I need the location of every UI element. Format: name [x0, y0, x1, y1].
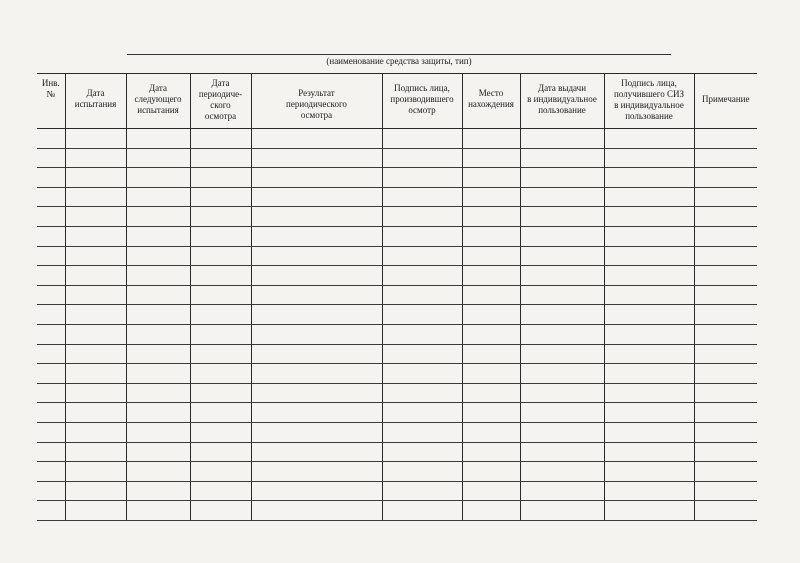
table-cell[interactable] [604, 305, 694, 325]
table-cell[interactable] [37, 324, 65, 344]
table-cell[interactable] [694, 285, 757, 305]
table-cell[interactable] [65, 305, 126, 325]
table-cell[interactable] [126, 403, 190, 423]
table-cell[interactable] [126, 266, 190, 286]
table-cell[interactable] [694, 187, 757, 207]
table-row [37, 442, 757, 462]
table-cell[interactable] [520, 305, 604, 325]
table-cell[interactable] [382, 207, 462, 227]
table-cell[interactable] [694, 324, 757, 344]
inspection-register-table [37, 73, 757, 521]
table-cell[interactable] [604, 266, 694, 286]
col-test-date: Дата испытания [65, 74, 126, 129]
table-cell[interactable] [382, 481, 462, 501]
table-cell[interactable] [37, 501, 65, 521]
table-cell[interactable] [462, 383, 520, 403]
table-cell[interactable] [190, 305, 251, 325]
table-cell[interactable] [190, 187, 251, 207]
table-row [37, 364, 757, 384]
table-row [37, 403, 757, 423]
table-cell[interactable] [382, 383, 462, 403]
table-cell[interactable] [462, 226, 520, 246]
table-cell[interactable] [65, 403, 126, 423]
table-cell[interactable] [520, 442, 604, 462]
table-cell[interactable] [251, 501, 382, 521]
table-cell[interactable] [604, 501, 694, 521]
table-cell[interactable] [462, 481, 520, 501]
table-cell[interactable] [604, 462, 694, 482]
table-cell[interactable] [604, 168, 694, 188]
table-cell[interactable] [65, 285, 126, 305]
table-cell[interactable] [251, 266, 382, 286]
table-cell[interactable] [520, 148, 604, 168]
table-cell[interactable] [694, 246, 757, 266]
table-cell[interactable] [65, 187, 126, 207]
table-cell[interactable] [251, 226, 382, 246]
table-cell[interactable] [604, 187, 694, 207]
table-row [37, 501, 757, 521]
table-cell[interactable] [251, 344, 382, 364]
table-cell[interactable] [37, 187, 65, 207]
table-cell[interactable] [37, 207, 65, 227]
table-row [37, 422, 757, 442]
col-periodic-inspection-date: Дата периодиче- ского осмотра [190, 74, 251, 129]
table-row [37, 129, 757, 149]
table-cell[interactable] [462, 344, 520, 364]
table-cell[interactable] [37, 148, 65, 168]
table-cell[interactable] [126, 187, 190, 207]
equipment-name-caption: (наименование средства защиты, тип) [326, 56, 472, 66]
col-inventory-number: Инв. № [37, 74, 65, 129]
table-cell[interactable] [190, 246, 251, 266]
table-cell[interactable] [694, 442, 757, 462]
table-cell[interactable] [126, 324, 190, 344]
table-cell[interactable] [65, 129, 126, 149]
table-cell[interactable] [462, 422, 520, 442]
table-cell[interactable] [382, 129, 462, 149]
table-row [37, 285, 757, 305]
table-cell[interactable] [604, 285, 694, 305]
header-row [37, 74, 757, 129]
table-cell[interactable] [382, 246, 462, 266]
table-cell[interactable] [126, 246, 190, 266]
table-cell[interactable] [126, 462, 190, 482]
table-cell[interactable] [190, 207, 251, 227]
table-cell[interactable] [694, 383, 757, 403]
table-cell[interactable] [190, 442, 251, 462]
table-cell[interactable] [126, 168, 190, 188]
table-cell[interactable] [382, 148, 462, 168]
table-cell[interactable] [251, 324, 382, 344]
table-row [37, 246, 757, 266]
table-row [37, 305, 757, 325]
table-cell[interactable] [190, 285, 251, 305]
table-cell[interactable] [126, 481, 190, 501]
table-cell[interactable] [382, 364, 462, 384]
table-cell[interactable] [251, 364, 382, 384]
table-cell[interactable] [520, 226, 604, 246]
table-cell[interactable] [604, 148, 694, 168]
table-cell[interactable] [37, 285, 65, 305]
table-cell[interactable] [604, 324, 694, 344]
table-cell[interactable] [37, 403, 65, 423]
table-cell[interactable] [604, 129, 694, 149]
table-cell[interactable] [37, 344, 65, 364]
equipment-name-line [127, 54, 671, 55]
table-cell[interactable] [126, 344, 190, 364]
table-cell[interactable] [65, 442, 126, 462]
table-cell[interactable] [694, 344, 757, 364]
table-cell[interactable] [37, 364, 65, 384]
table-row [37, 168, 757, 188]
table-cell[interactable] [251, 207, 382, 227]
table-cell[interactable] [694, 305, 757, 325]
table-cell[interactable] [520, 207, 604, 227]
register-body [37, 129, 757, 521]
table-cell[interactable] [604, 481, 694, 501]
col-inspector-signature: Подпись лица, производившего осмотр [382, 74, 462, 129]
table-cell[interactable] [520, 285, 604, 305]
table-cell[interactable] [37, 266, 65, 286]
table-cell[interactable] [520, 481, 604, 501]
table-cell[interactable] [520, 462, 604, 482]
table-cell[interactable] [604, 226, 694, 246]
table-cell[interactable] [604, 364, 694, 384]
table-cell[interactable] [251, 129, 382, 149]
col-location: Место нахождения [462, 74, 520, 129]
table-cell[interactable] [37, 226, 65, 246]
table-cell[interactable] [251, 305, 382, 325]
table-cell[interactable] [462, 324, 520, 344]
table-cell[interactable] [604, 344, 694, 364]
table-cell[interactable] [190, 383, 251, 403]
table-cell[interactable] [37, 129, 65, 149]
table-cell[interactable] [126, 442, 190, 462]
table-cell[interactable] [251, 383, 382, 403]
table-cell[interactable] [126, 305, 190, 325]
table-cell[interactable] [694, 481, 757, 501]
table-cell[interactable] [190, 344, 251, 364]
table-row [37, 481, 757, 501]
table-cell[interactable] [37, 383, 65, 403]
table-cell[interactable] [382, 187, 462, 207]
table-cell[interactable] [520, 129, 604, 149]
table-cell[interactable] [382, 422, 462, 442]
table-cell[interactable] [126, 148, 190, 168]
table-cell[interactable] [694, 364, 757, 384]
table-cell[interactable] [37, 481, 65, 501]
table-row [37, 462, 757, 482]
col-recipient-signature: Подпись лица, получившего СИЗ в индивидуальное пользование [604, 74, 694, 129]
table-cell[interactable] [190, 226, 251, 246]
table-cell[interactable] [604, 207, 694, 227]
table-cell[interactable] [251, 168, 382, 188]
table-row [37, 266, 757, 286]
table-cell[interactable] [126, 422, 190, 442]
table-cell[interactable] [37, 246, 65, 266]
table-cell[interactable] [37, 462, 65, 482]
table-cell[interactable] [190, 324, 251, 344]
table-row [37, 324, 757, 344]
table-cell[interactable] [190, 481, 251, 501]
table-cell[interactable] [65, 207, 126, 227]
table-cell[interactable] [65, 266, 126, 286]
table-cell[interactable] [462, 403, 520, 423]
table-cell[interactable] [694, 207, 757, 227]
table-cell[interactable] [251, 148, 382, 168]
col-next-test-date: Дата следующего испытания [126, 74, 190, 129]
table-cell[interactable] [37, 442, 65, 462]
table-cell[interactable] [65, 226, 126, 246]
table-cell[interactable] [251, 481, 382, 501]
table-cell[interactable] [190, 501, 251, 521]
table-cell[interactable] [65, 344, 126, 364]
table-cell[interactable] [520, 383, 604, 403]
col-issue-date: Дата выдачи в индивидуальное пользование [520, 74, 604, 129]
table-cell[interactable] [190, 129, 251, 149]
table-cell[interactable] [251, 442, 382, 462]
table-cell[interactable] [462, 364, 520, 384]
table-cell[interactable] [126, 129, 190, 149]
table-cell[interactable] [65, 481, 126, 501]
table-cell[interactable] [694, 129, 757, 149]
table-cell[interactable] [37, 305, 65, 325]
table-cell[interactable] [520, 187, 604, 207]
table-cell[interactable] [126, 207, 190, 227]
table-cell[interactable] [126, 364, 190, 384]
table-cell[interactable] [382, 403, 462, 423]
table-cell[interactable] [462, 305, 520, 325]
table-cell[interactable] [520, 266, 604, 286]
table-row [37, 344, 757, 364]
table-cell[interactable] [126, 285, 190, 305]
table-cell[interactable] [520, 501, 604, 521]
table-cell[interactable] [462, 129, 520, 149]
table-cell[interactable] [190, 168, 251, 188]
table-cell[interactable] [65, 246, 126, 266]
table-cell[interactable] [462, 207, 520, 227]
table-cell[interactable] [382, 168, 462, 188]
table-cell[interactable] [190, 462, 251, 482]
table-cell[interactable] [190, 422, 251, 442]
table-cell[interactable] [65, 168, 126, 188]
table-cell[interactable] [462, 168, 520, 188]
table-cell[interactable] [65, 383, 126, 403]
table-row [37, 148, 757, 168]
table-cell[interactable] [65, 148, 126, 168]
table-cell[interactable] [382, 226, 462, 246]
table-cell[interactable] [520, 246, 604, 266]
table-cell[interactable] [462, 187, 520, 207]
table-cell[interactable] [604, 383, 694, 403]
table-cell[interactable] [251, 403, 382, 423]
table-cell[interactable] [694, 501, 757, 521]
table-cell[interactable] [65, 364, 126, 384]
table-cell[interactable] [694, 226, 757, 246]
table-cell[interactable] [251, 462, 382, 482]
table-row [37, 226, 757, 246]
table-cell[interactable] [520, 364, 604, 384]
table-cell[interactable] [604, 246, 694, 266]
table-cell[interactable] [382, 442, 462, 462]
table-cell[interactable] [190, 148, 251, 168]
table-cell[interactable] [382, 501, 462, 521]
table-cell[interactable] [251, 187, 382, 207]
table-cell[interactable] [604, 403, 694, 423]
table-cell[interactable] [65, 501, 126, 521]
table-cell[interactable] [520, 344, 604, 364]
table-cell[interactable] [251, 246, 382, 266]
table-cell[interactable] [520, 403, 604, 423]
table-cell[interactable] [126, 501, 190, 521]
table-cell[interactable] [382, 324, 462, 344]
table-cell[interactable] [190, 266, 251, 286]
table-cell[interactable] [520, 422, 604, 442]
table-cell[interactable] [126, 383, 190, 403]
table-cell[interactable] [694, 422, 757, 442]
table-cell[interactable] [694, 148, 757, 168]
table-cell[interactable] [694, 403, 757, 423]
table-cell[interactable] [462, 285, 520, 305]
table-cell[interactable] [65, 324, 126, 344]
table-cell[interactable] [382, 344, 462, 364]
table-cell[interactable] [126, 226, 190, 246]
table-cell[interactable] [382, 285, 462, 305]
table-cell[interactable] [382, 462, 462, 482]
table-cell[interactable] [190, 364, 251, 384]
table-cell[interactable] [462, 246, 520, 266]
table-cell[interactable] [694, 266, 757, 286]
table-cell[interactable] [462, 148, 520, 168]
table-row [37, 383, 757, 403]
table-cell[interactable] [694, 462, 757, 482]
table-row [37, 187, 757, 207]
table-cell[interactable] [462, 501, 520, 521]
table-cell[interactable] [462, 462, 520, 482]
col-inspection-result: Результат периодического осмотра [251, 74, 382, 129]
table-cell[interactable] [604, 442, 694, 462]
table-cell[interactable] [382, 266, 462, 286]
table-cell[interactable] [65, 462, 126, 482]
table-cell[interactable] [190, 403, 251, 423]
table-cell[interactable] [520, 168, 604, 188]
table-cell[interactable] [462, 442, 520, 462]
table-row [37, 207, 757, 227]
table-cell[interactable] [462, 266, 520, 286]
table-cell[interactable] [65, 422, 126, 442]
col-note: Примечание [694, 74, 757, 129]
table-cell[interactable] [694, 168, 757, 188]
table-cell[interactable] [604, 422, 694, 442]
table-cell[interactable] [37, 168, 65, 188]
table-cell[interactable] [251, 285, 382, 305]
table-cell[interactable] [382, 305, 462, 325]
table-cell[interactable] [520, 324, 604, 344]
table-cell[interactable] [37, 422, 65, 442]
table-cell[interactable] [251, 422, 382, 442]
